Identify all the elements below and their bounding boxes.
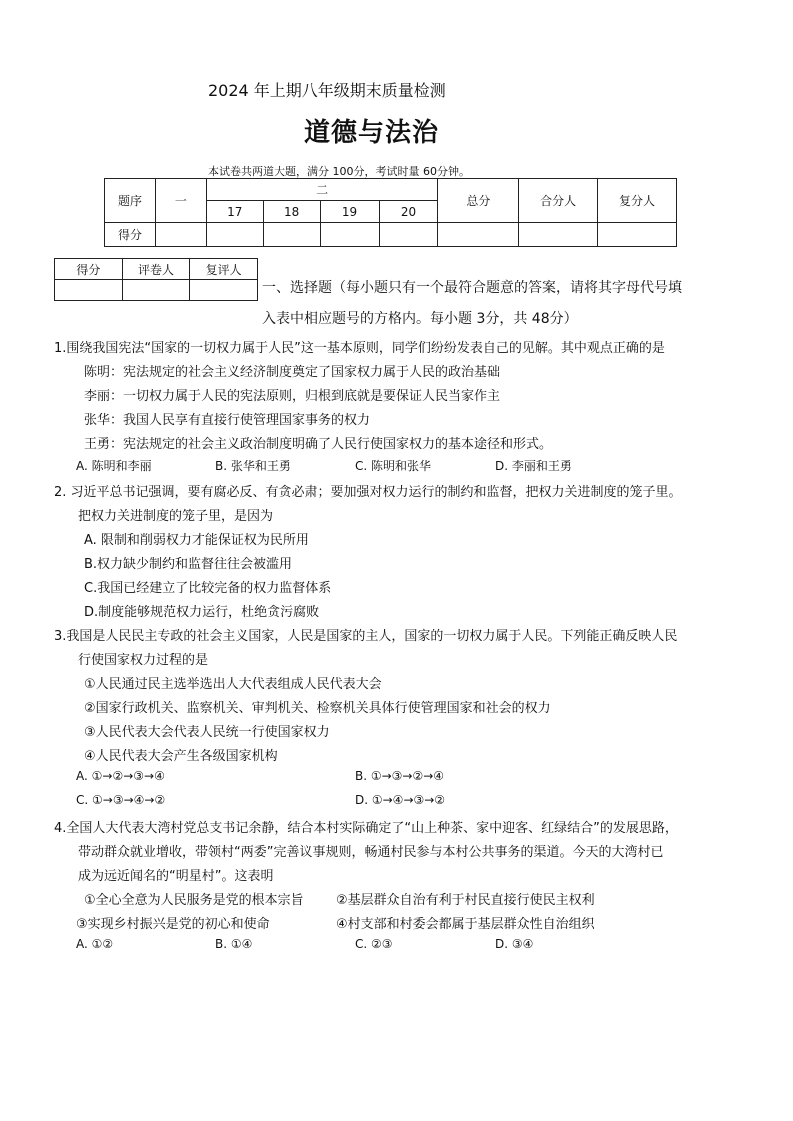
grader-cell[interactable] (122, 280, 190, 301)
q2-option-a[interactable]: A. 限制和削弱权力才能保证权为民所用 (84, 533, 309, 548)
header-q17: 17 (206, 201, 263, 223)
grader-label: 评卷人 (122, 259, 190, 280)
exam-note: 本试卷共两道大题，满分 100分，考试时量 60分钟。 (208, 165, 470, 178)
q4-statement: ①全心全意为人民服务是党的根本宗旨 (84, 893, 304, 908)
grader-table (54, 258, 258, 301)
q1-option-d[interactable]: D. 李丽和王勇 (495, 459, 572, 473)
q2-option-b[interactable]: B.权力缺少制约和监督往往会被滥用 (84, 557, 293, 572)
q4-stem-cont: 带动群众就业增收，带领村“两委”完善议事规则，畅通村民参与本村公共事务的渠道。今天的大湾村已 (78, 845, 664, 860)
grader-score-label: 得分 (55, 259, 123, 280)
q3-statement: ②国家行政机关、监察机关、审判机关、检察机关具体行使管理国家和社会的权力 (84, 701, 551, 716)
q3-statement: ④人民代表大会产生各级国家机构 (84, 749, 278, 764)
header-scorer: 合分人 (519, 179, 598, 223)
row-score-label: 得分 (105, 223, 156, 247)
q1-option-a[interactable]: A. 陈明和李丽 (76, 459, 152, 473)
reviewer-label: 复评人 (190, 259, 258, 280)
score-cell[interactable] (155, 223, 206, 247)
q3-stem-cont: 行使国家权力过程的是 (78, 653, 209, 668)
score-cell[interactable] (438, 223, 519, 247)
section-heading-line2: 入表中相应题号的方格内。每小题 3分，共 48分） (262, 311, 578, 327)
score-cell[interactable] (206, 223, 263, 247)
q3-option-d[interactable]: D. ①→④→③→② (355, 793, 446, 807)
q4-option-a[interactable]: A. ①② (76, 937, 114, 951)
exam-subtitle: 2024 年上期八年级期末质量检测 (208, 81, 446, 100)
q2-stem-cont: 把权力关进制度的笼子里，是因为 (78, 509, 274, 524)
q3-option-a[interactable]: A. ①→②→③→④ (76, 769, 165, 783)
q2-stem: 2. 习近平总书记强调，要有腐必反、有贪必肃；要加强对权力运行的制约和监督，把权力关进制度的笼子里。 (54, 485, 682, 500)
q3-option-c[interactable]: C. ①→③→④→② (76, 793, 166, 807)
q4-stem-cont: 成为远近闻名的“明星村”。这表明 (78, 869, 274, 884)
q4-statement: ④村支部和村委会都属于基层群众性自治组织 (336, 917, 595, 932)
q4-statement: ③实现乡村振兴是党的初心和使命 (76, 917, 270, 932)
q2-option-c[interactable]: C.我国已经建立了比较完备的权力监督体系 (84, 581, 332, 596)
q1-option-c[interactable]: C. 陈明和张华 (355, 459, 432, 473)
score-cell[interactable] (379, 223, 438, 247)
exam-title: 道德与法治 (304, 118, 440, 148)
score-cell[interactable] (519, 223, 598, 247)
q1-statement: 李丽：一切权力属于人民的宪法原则，归根到底就是要保证人民当家作主 (84, 389, 501, 404)
header-q20: 20 (379, 201, 438, 223)
score-table (104, 178, 677, 247)
q3-statement: ①人民通过民主选举选出人大代表组成人民代表大会 (84, 677, 382, 692)
q1-statement: 王勇：宪法规定的社会主义政治制度明确了人民行使国家权力的基本途径和形式。 (84, 437, 553, 452)
header-part-two: 二 (206, 179, 438, 201)
q1-option-b[interactable]: B. 张华和王勇 (215, 459, 291, 473)
header-total: 总分 (438, 179, 519, 223)
q1-statement: 陈明：宪法规定的社会主义经济制度奠定了国家权力属于人民的政治基础 (84, 365, 501, 380)
header-q19: 19 (320, 201, 379, 223)
section-heading-line1: 一、选择题（每小题只有一个最符合题意的答案，请将其字母代号填 (262, 280, 682, 296)
q4-stem: 4.全国人大代表大湾村党总支书记余静，结合本村实际确定了“山上种茶、家中迎客、红绿结合”的发展思路， (54, 821, 678, 836)
q3-stem: 3.我国是人民民主专政的社会主义国家，人民是国家的主人，国家的一切权力属于人民。下列能正确反映人民 (54, 629, 678, 644)
q1-stem: 1.围绕我国宪法“国家的一切权力属于人民”这一基本原则，同学们纷纷发表自己的见解。其中观点正确的是 (54, 341, 665, 356)
header-order: 题序 (105, 179, 156, 223)
q4-option-b[interactable]: B. ①④ (215, 937, 253, 951)
q3-option-b[interactable]: B. ①→③→②→④ (355, 769, 445, 783)
q4-option-c[interactable]: C. ②③ (355, 937, 393, 951)
score-cell[interactable] (320, 223, 379, 247)
grader-cell[interactable] (190, 280, 258, 301)
score-cell[interactable] (263, 223, 320, 247)
score-cell[interactable] (598, 223, 677, 247)
q4-option-d[interactable]: D. ③④ (495, 937, 534, 951)
q3-statement: ③人民代表大会代表人民统一行使国家权力 (84, 725, 330, 740)
header-reviewer: 复分人 (598, 179, 677, 223)
q2-option-d[interactable]: D.制度能够规范权力运行，杜绝贪污腐败 (84, 605, 320, 620)
header-q18: 18 (263, 201, 320, 223)
header-part-one: 一 (155, 179, 206, 223)
q1-statement: 张华：我国人民享有直接行使管理国家事务的权力 (84, 413, 371, 428)
grader-cell[interactable] (55, 280, 123, 301)
q4-statement: ②基层群众自治有利于村民直接行使民主权利 (336, 893, 595, 908)
